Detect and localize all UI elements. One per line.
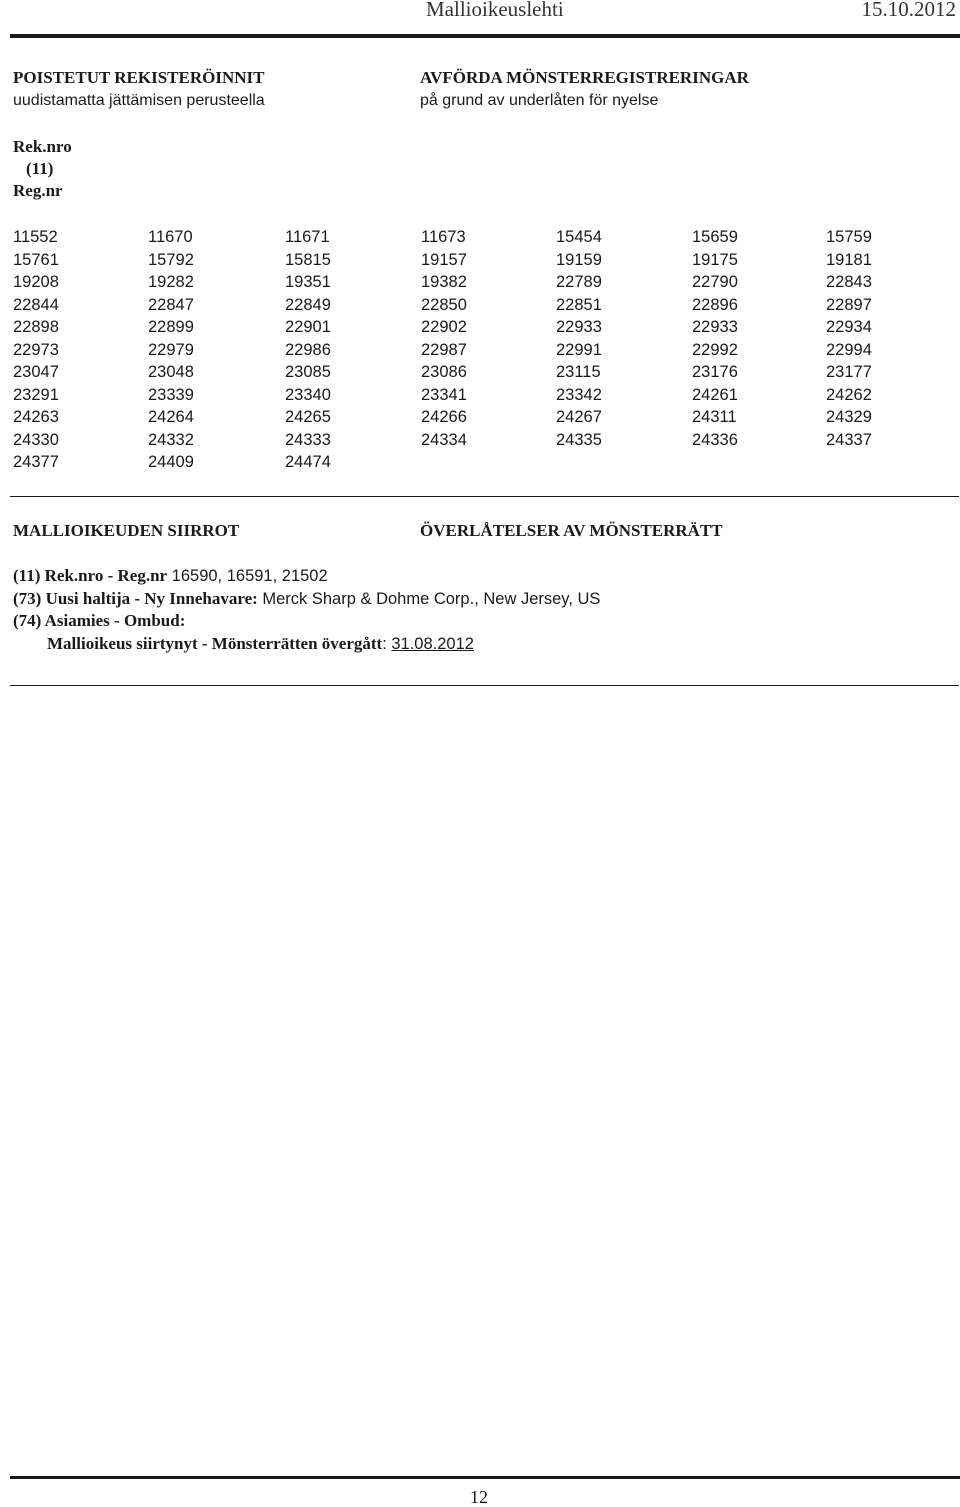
transfer-status-separator: :: [382, 634, 392, 653]
registration-number: 23291: [13, 385, 59, 404]
registration-number: 22844: [13, 295, 59, 314]
transfer-registration-numbers: 16590, 16591, 21502: [167, 567, 328, 585]
transfer-agent-line: [13, 610, 600, 633]
registration-number: 22896: [692, 295, 738, 314]
registration-number: 23177: [826, 363, 872, 382]
publication-date: 15.10.2012: [861, 0, 956, 21]
page-number: 12: [470, 1487, 488, 1507]
registration-number: 19351: [285, 273, 331, 292]
registration-number: 19157: [421, 250, 467, 269]
transfers-title-sv: ÖVERLÅTELSER AV MÖNSTERRÄTT: [420, 521, 723, 540]
registration-number: 23342: [556, 385, 602, 404]
registration-number: 23086: [421, 363, 467, 382]
registration-number: 15759: [826, 228, 872, 246]
registration-number: 24330: [13, 430, 59, 449]
registration-number: 22987: [421, 340, 467, 359]
registration-number: 22843: [826, 273, 872, 292]
transfer-agent-label: (74) Asiamies - Ombud:: [13, 611, 186, 630]
transfer-status-line: [13, 633, 600, 656]
registration-number: [692, 451, 826, 474]
registration-number: 11552: [13, 228, 58, 246]
registration-number: 11671: [285, 228, 330, 246]
registration-number: 22847: [148, 295, 194, 314]
registration-number: 15659: [692, 228, 738, 246]
registration-number: 24264: [148, 408, 194, 427]
transfer-holder-label: (73) Uusi haltija - Ny Innehavare:: [13, 588, 258, 608]
registration-number: 22901: [285, 318, 331, 337]
registration-number: 19282: [148, 273, 194, 292]
transfer-status-label: Mallioikeus siirtynyt - Mönsterrätten övergått: [47, 633, 383, 653]
registration-number: 22933: [692, 318, 738, 337]
transfer-registration-line: [13, 565, 600, 588]
registration-number: 15792: [148, 250, 194, 269]
deleted-registration-numbers-grid: [13, 226, 943, 474]
registration-number: 22851: [556, 295, 602, 314]
deleted-registrations-title-fi: POISTETUT REKISTERÖINNIT: [13, 68, 265, 87]
registration-number: 19159: [556, 250, 602, 269]
registration-number: 19181: [826, 250, 872, 269]
registration-number: 24377: [13, 453, 59, 472]
registration-number: 23339: [148, 385, 194, 404]
registration-number: 22986: [285, 340, 331, 359]
registration-number: 22790: [692, 273, 738, 292]
registration-number: 19208: [13, 273, 59, 292]
registration-number: 24334: [421, 430, 467, 449]
registration-number: 23176: [692, 363, 738, 382]
registration-number: 23048: [148, 363, 194, 382]
registration-number: 19382: [421, 273, 467, 292]
registration-number: 22789: [556, 273, 602, 292]
registration-number: 22973: [13, 340, 59, 359]
registration-number: [421, 451, 556, 474]
registration-number: 24261: [692, 385, 738, 404]
registration-number: 24266: [421, 408, 467, 427]
registration-number: [556, 451, 692, 474]
registration-number: 15454: [556, 228, 602, 246]
publication-title: Mallioikeuslehti: [426, 0, 564, 21]
registration-number: 23341: [421, 385, 467, 404]
registration-number: 24474: [285, 453, 331, 472]
transfer-holder-value: Merck Sharp & Dohme Corp., New Jersey, US: [257, 589, 601, 608]
registration-number: 15815: [285, 250, 331, 269]
registration-number: 11673: [421, 228, 466, 246]
registration-number: 24263: [13, 408, 59, 427]
registration-number: 22902: [421, 318, 467, 337]
registration-number: 22979: [148, 340, 194, 359]
registration-number: 19175: [692, 250, 738, 269]
registration-number: 15761: [13, 250, 59, 269]
reknro-label-line: Rek.nro: [13, 137, 72, 156]
registration-number: 24311: [692, 408, 737, 427]
registration-number: 22850: [421, 295, 467, 314]
registration-number: 23047: [13, 363, 59, 382]
registration-number: 22897: [826, 295, 872, 314]
transfer-registration-label: (11) Rek.nro - Reg.nr: [13, 566, 168, 585]
registration-number: 23340: [285, 385, 331, 404]
registration-number: [826, 451, 943, 474]
registration-number: 24333: [285, 430, 331, 449]
registration-number: 24262: [826, 385, 872, 404]
reknro-code-line: (11): [26, 159, 54, 178]
registration-number: 11670: [148, 228, 193, 246]
section-divider: [10, 496, 959, 497]
registration-number: 22899: [148, 318, 194, 337]
section-divider: [10, 685, 959, 686]
registration-number: 24337: [826, 430, 872, 449]
registration-number: 22933: [556, 318, 602, 337]
transfer-holder-line: [13, 588, 600, 611]
transfer-entry: [13, 565, 600, 655]
registration-number: 22849: [285, 295, 331, 314]
registration-number: 23085: [285, 363, 331, 382]
deleted-registrations-title-sv: AVFÖRDA MÖNSTERREGISTRERINGAR: [420, 68, 749, 87]
transfer-status-date: 31.08.2012: [391, 634, 474, 653]
registration-number: 23115: [556, 363, 601, 382]
registration-number: 22934: [826, 318, 872, 337]
regnr-label-line: Reg.nr: [13, 181, 63, 200]
footer-divider: [10, 1476, 960, 1479]
registration-number: 24335: [556, 430, 602, 449]
registration-number: 24409: [148, 453, 194, 472]
header-divider: [10, 34, 960, 38]
registration-number-column-label: [13, 136, 72, 202]
registration-number: 22992: [692, 340, 738, 359]
registration-number: 22991: [556, 340, 602, 359]
page-header: [0, 0, 960, 36]
registration-number: 24265: [285, 408, 331, 427]
transfers-title-fi: MALLIOIKEUDEN SIIRROT: [13, 521, 240, 540]
deleted-registrations-subtitle-sv: på grund av underlåten för nyelse: [420, 92, 659, 109]
registration-number: 24332: [148, 430, 194, 449]
registration-number: 24267: [556, 408, 602, 427]
deleted-registrations-subtitle-fi: uudistamatta jättämisen perusteella: [13, 92, 265, 109]
registration-number: 24336: [692, 430, 738, 449]
registration-number: 24329: [826, 408, 872, 427]
registration-number: 22898: [13, 318, 59, 337]
registration-number: 22994: [826, 340, 872, 359]
